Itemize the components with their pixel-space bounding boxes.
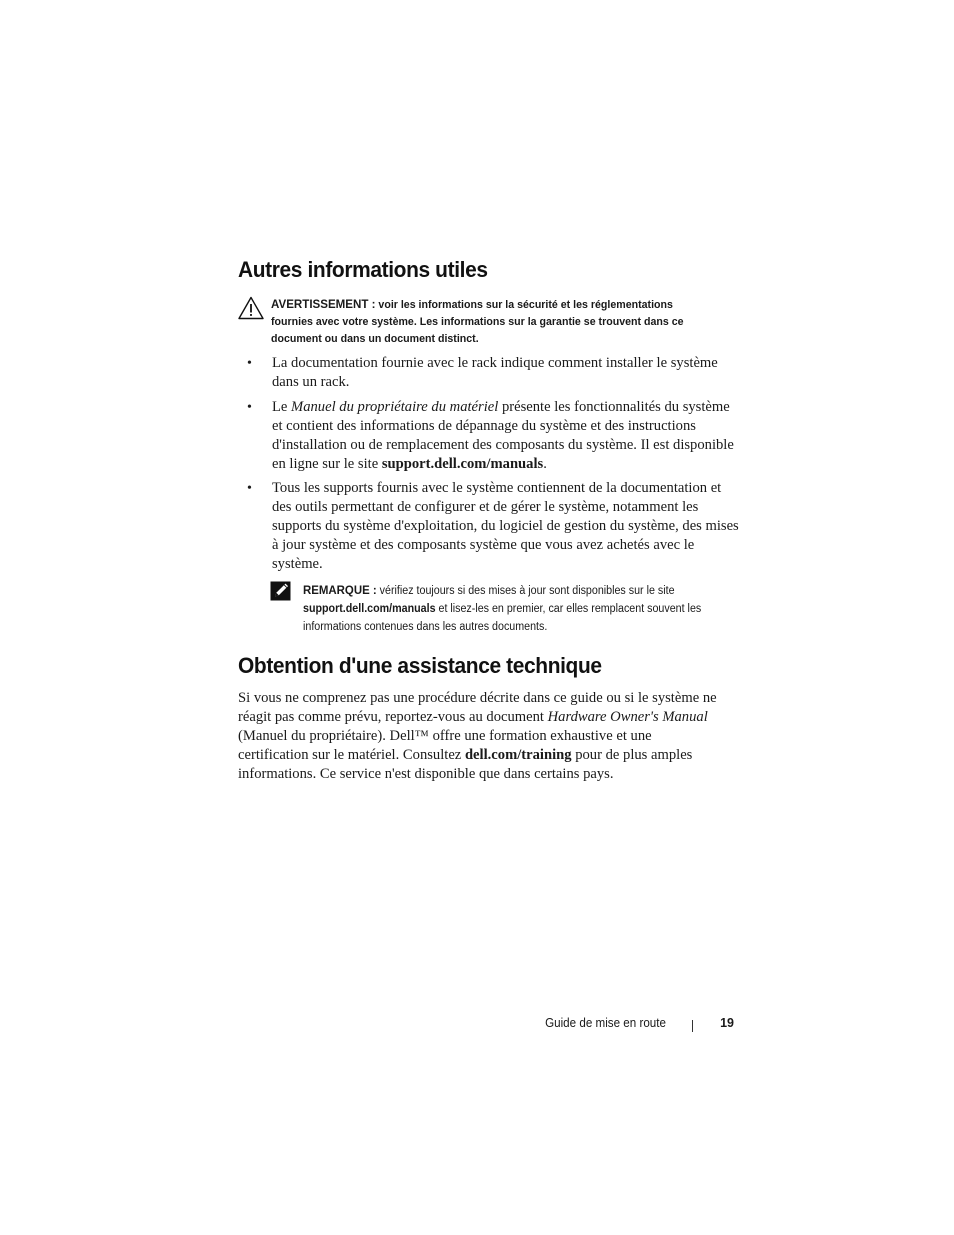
manual-title: Manuel du propriétaire du matériel	[291, 398, 499, 415]
section-title-assistance-technique: Obtention d'une assistance technique	[238, 653, 602, 678]
bullet-icon: •	[247, 481, 252, 496]
bullet-icon: •	[247, 399, 252, 415]
note-body-post: et lisez-les en premier, car elles remplacent souvent les informations contenues dans les autres documents.	[303, 603, 702, 633]
page-number: 19	[720, 1016, 734, 1030]
footer-divider	[692, 1020, 693, 1032]
info-bullet-list	[238, 354, 748, 580]
list-item	[238, 398, 742, 474]
bullet-text-manual-mid: présente les fonctionnalités du système et contient des informations de dépannage du système et des instructions d'installation ou de remplacement des composants du système. Il est disponible en ligne sur le site	[272, 398, 734, 472]
section-title-autres-informations: Autres informations utiles	[238, 257, 488, 282]
note-label: REMARQUE :	[303, 583, 377, 597]
assistance-text-pre: Si vous ne comprenez pas une procédure décrite dans ce guide ou si le système ne réagit pas comme prévu, reportez-vous au document	[238, 690, 717, 725]
bullet-icon: •	[247, 356, 252, 371]
list-item	[238, 354, 742, 392]
note-pencil-icon	[270, 581, 292, 601]
bullet-text-supports: Tous les supports fournis avec le système contiennent de la documentation et des outils permettant de configurer et de gérer le système, notamment les supports du système d'exploitation, du logiciel de gestion du système, des mises à jour système et des composants système que vous avez achetés avec le système.	[272, 480, 739, 572]
assistance-text-mid: (Manuel du propriétaire). Dell™ offre une formation exhaustive et une certification sur le matériel. Consultez	[238, 728, 652, 763]
warning-body: voir les informations sur la sécurité et les réglementations fournies avec votre système. Les informations sur la garantie se trouvent dans ce document ou dans un document distinct.	[271, 299, 684, 345]
list-item	[238, 479, 742, 574]
warning-triangle-icon	[238, 296, 264, 320]
note-support-link[interactable]: support.dell.com/manuals	[303, 603, 436, 615]
page-footer	[500, 1015, 736, 1035]
bullet-text-rack: La documentation fournie avec le rack indique comment installer le système dans un rack.	[272, 355, 718, 390]
footer-guide-title: Guide de mise en route	[545, 1016, 666, 1030]
support-manuals-link[interactable]: support.dell.com/manuals	[381, 455, 544, 472]
dell-training-link[interactable]: dell.com/training	[464, 747, 572, 763]
hardware-manual-title: Hardware Owner's Manual	[547, 709, 708, 725]
assistance-paragraph	[238, 689, 718, 784]
bullet-text-manual-post: .	[543, 455, 547, 472]
bullet-text-manual-pre: Le	[272, 398, 292, 415]
warning-text	[271, 296, 713, 348]
warning-label: AVERTISSEMENT :	[271, 297, 376, 311]
assistance-text-post: pour de plus amples informations. Ce service n'est disponible que dans certains pays.	[238, 747, 693, 782]
note-body-pre: vérifiez toujours si des mises à jour sont disponibles sur le site	[376, 585, 675, 597]
note-text	[303, 581, 735, 636]
